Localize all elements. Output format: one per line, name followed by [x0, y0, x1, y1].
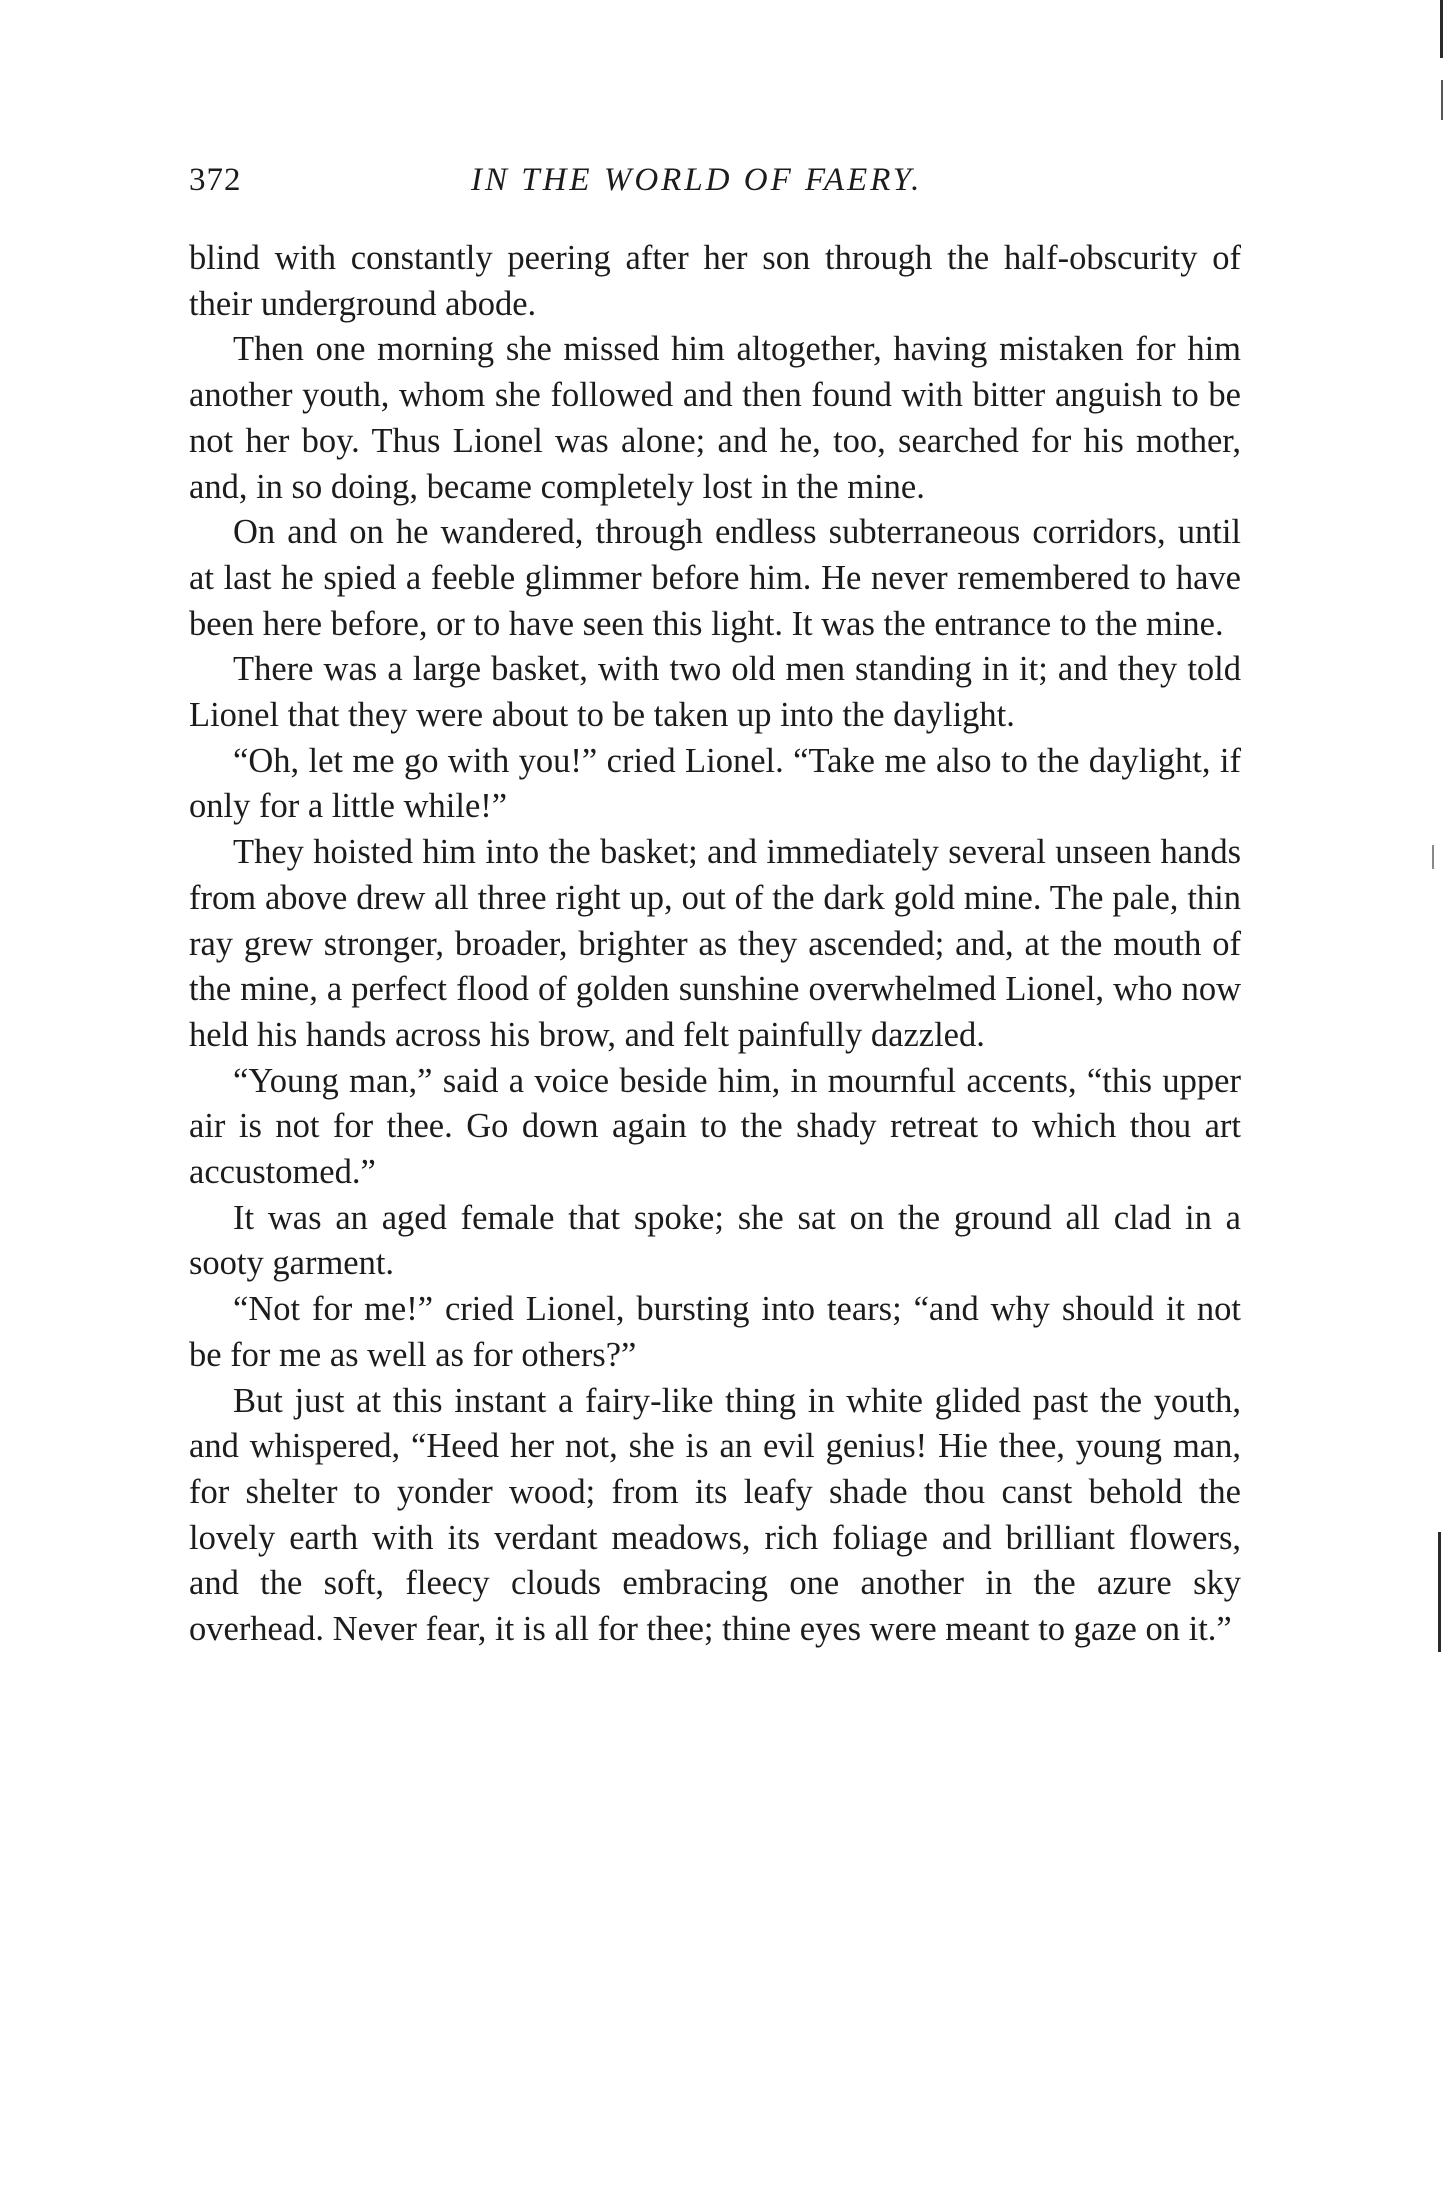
- scan-edge-mark: [1441, 80, 1443, 120]
- paragraph: “Oh, let me go with you!” cried Lionel. “Take me also to the daylight, if only for a little while!”: [189, 741, 1241, 826]
- scan-edge-mark: [1438, 1532, 1441, 1652]
- paragraph: “Young man,” said a voice beside him, in mournful accents, “this upper air is not for thee. Go down again to the shady retreat to which thou art accustomed.”: [189, 1061, 1241, 1192]
- paragraph: But just at this instant a fairy-like thing in white glided past the youth, and whispered, “Heed her not, she is an evil genius! Hie thee, young man, for shelter to yonder wood; from its leafy shade thou canst behold the lovely earth with its verdant meadows, rich foliage and brilliant flowers, and the soft, fleecy clouds embracing one another in the azure sky overhead. Never fear, it is all for thee; thine eyes were meant to gaze on it.”: [189, 1381, 1241, 1649]
- scan-edge-mark: [1440, 0, 1443, 58]
- paragraph: On and on he wandered, through endless subterraneous corridors, until at last he spied a feeble glimmer before him. He never remembered to have been here before, or to have seen this light. It was the entrance to the mine.: [189, 513, 1241, 643]
- paragraph: blind with constantly peering after her son through the half-obscurity of their underground abode.: [189, 239, 1241, 323]
- paragraph: There was a large basket, with two old men standing in it; and they told Lionel that they were about to be taken up into the daylight.: [189, 650, 1241, 735]
- paragraph: It was an aged female that spoke; she sat on the ground all clad in a sooty garment.: [189, 1198, 1241, 1283]
- scan-speck: [1432, 845, 1434, 869]
- running-head: IN THE WORLD OF FAERY.: [471, 162, 923, 198]
- page-header: [189, 158, 1241, 208]
- page-number: 372: [189, 162, 242, 198]
- paragraph: “Not for me!” cried Lionel, bursting into tears; “and why should it not be for me as well as for others?”: [189, 1290, 1241, 1374]
- body-text: [189, 236, 1241, 1653]
- paragraph: Then one morning she missed him altogether, having mistaken for him another youth, whom she followed and then found with bitter anguish to be not her boy. Thus Lionel was alone; and he, too, searched for his mother, and, in so doing, became completely lost in the mine.: [189, 330, 1241, 506]
- paragraph: They hoisted him into the basket; and immediately several unseen hands from above drew all three right up, out of the dark gold mine. The pale, thin ray grew stronger, broader, brighter as they ascended; and, at the mouth of the mine, a perfect flood of golden sunshine overwhelmed Lionel, who now held his hands across his brow, and felt painfully dazzled.: [189, 833, 1241, 1054]
